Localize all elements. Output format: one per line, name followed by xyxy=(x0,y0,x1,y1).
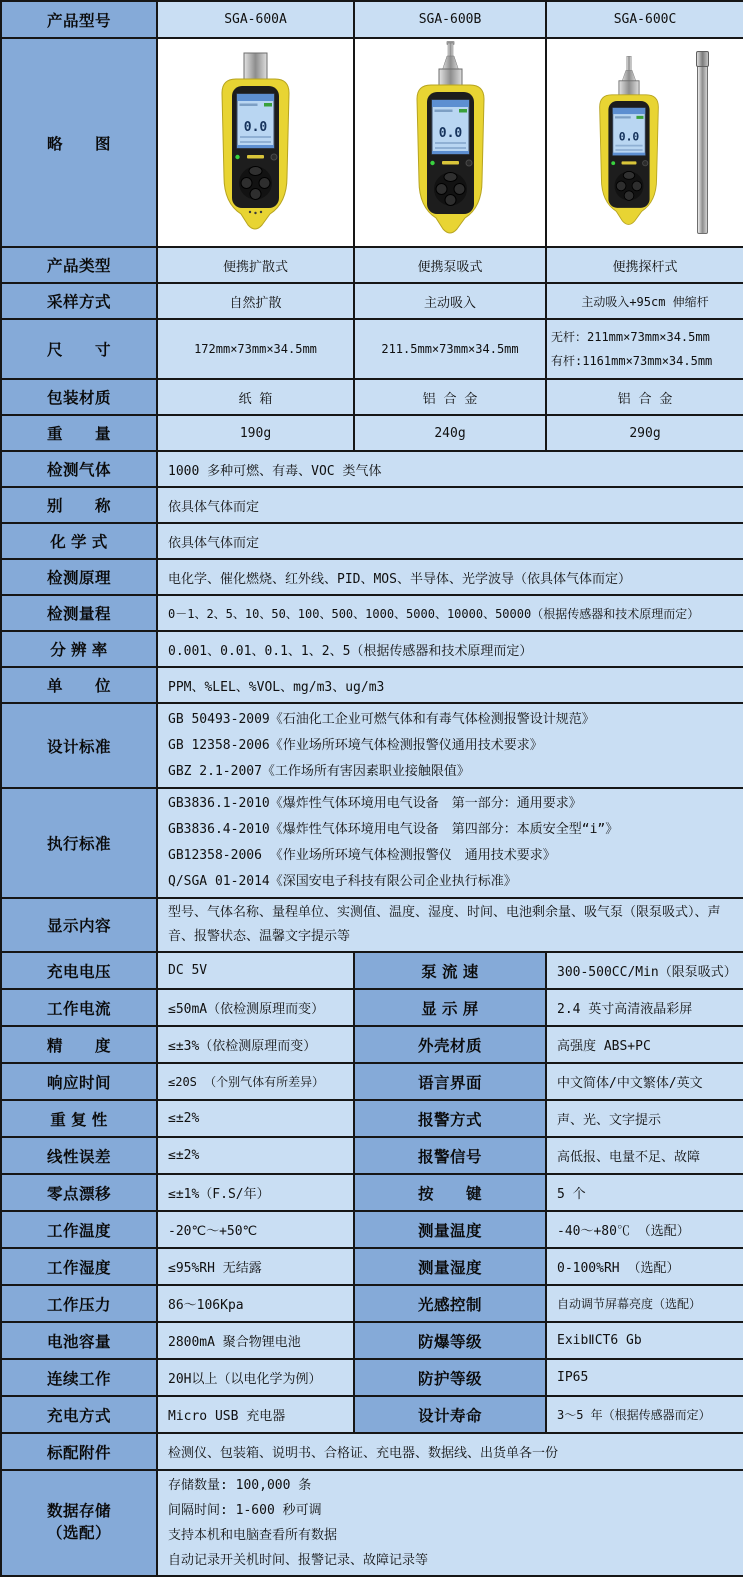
device-illustration-pump xyxy=(398,41,503,239)
spec-value: 300-500CC/Min（限泵吸式） xyxy=(546,952,743,989)
row-exec-standard xyxy=(1,788,743,898)
model-name-sga-600b: SGA-600B xyxy=(354,1,546,38)
cell-dimensions-c xyxy=(546,319,743,379)
device-illustration-probe xyxy=(583,52,675,234)
power-button-icon xyxy=(642,160,647,165)
row-data-storage xyxy=(1,1470,743,1576)
sensor-cap-icon xyxy=(439,69,462,86)
spec-label: 工作湿度 xyxy=(1,1248,157,1285)
spec-row xyxy=(1,1285,743,1322)
data-storage-line: 间隔时间: 1-600 秒可调 xyxy=(168,1503,322,1518)
spec-row xyxy=(1,989,743,1026)
spec-value: DC 5V xyxy=(157,952,354,989)
spec-label: 报警方式 xyxy=(354,1100,546,1137)
device-photo-sga-600b xyxy=(354,38,546,247)
spec-value: 5 个 xyxy=(546,1174,743,1211)
spec-label: 重 复 性 xyxy=(1,1100,157,1137)
spec-row xyxy=(1,1322,743,1359)
row-range xyxy=(1,595,743,631)
row-weight xyxy=(1,415,743,451)
cell-alias: 依具体气体而定 xyxy=(157,487,743,523)
row-label-weight: 重 量 xyxy=(1,415,157,451)
row-label-product-model: 产品型号 xyxy=(1,1,157,38)
cell-packaging-c: 铝 合 金 xyxy=(546,379,743,415)
spec-value: 86～106Kpa xyxy=(157,1285,354,1322)
exec-standard-line: GB12358-2006 《作业场所环境气体检测报警仪 通用技术要求》 xyxy=(168,848,556,863)
brand-mark xyxy=(442,161,459,165)
row-label-exec-standard: 执行标准 xyxy=(1,788,157,898)
row-label-data-storage xyxy=(1,1470,157,1576)
status-led-icon xyxy=(611,161,615,165)
device-photo-sga-600c xyxy=(546,38,743,247)
design-standard-line: GBZ 2.1-2007《工作场所有害因素职业接触限值》 xyxy=(168,763,470,779)
screen-reading: 0.0 xyxy=(243,120,268,135)
spec-value: ≤±3%（依检测原理而变） xyxy=(157,1026,354,1063)
spec-label: 充电电压 xyxy=(1,952,157,989)
row-principle xyxy=(1,559,743,595)
spec-value: 0-100%RH （选配） xyxy=(546,1248,743,1285)
cell-gases: 1000 多种可燃、有毒、VOC 类气体 xyxy=(157,451,743,487)
row-label-packaging: 包装材质 xyxy=(1,379,157,415)
spec-label: 显 示 屏 xyxy=(354,989,546,1026)
spec-value: 2.4 英寸高清液晶彩屏 xyxy=(546,989,743,1026)
data-storage-line: 自动记录开关机时间、报警记录、故障记录等 xyxy=(168,1553,429,1568)
screen-reading: 0.0 xyxy=(618,128,639,143)
design-standard-line: GB 12358-2006《作业场所环境气体检测报警仪通用技术要求》 xyxy=(168,737,543,753)
row-label-alias: 别 称 xyxy=(1,487,157,523)
cell-exec-standard xyxy=(157,788,743,898)
row-product-model xyxy=(1,1,743,38)
spec-row xyxy=(1,952,743,989)
row-resolution xyxy=(1,631,743,667)
row-packaging xyxy=(1,379,743,415)
device-photo-sga-600a xyxy=(157,38,354,247)
row-accessories xyxy=(1,1433,743,1470)
cell-packaging-b: 铝 合 金 xyxy=(354,379,546,415)
spec-row xyxy=(1,1063,743,1100)
row-label-sampling: 采样方式 xyxy=(1,283,157,319)
row-label-dimensions: 尺 寸 xyxy=(1,319,157,379)
battery-indicator-icon xyxy=(636,115,643,118)
spec-row xyxy=(1,1026,743,1063)
cell-packaging-a: 纸 箱 xyxy=(157,379,354,415)
row-label-gases: 检测气体 xyxy=(1,451,157,487)
status-led-icon xyxy=(235,155,239,159)
cell-weight-c: 290g xyxy=(546,415,743,451)
brand-mark xyxy=(621,161,636,164)
spec-label: 线性误差 xyxy=(1,1137,157,1174)
row-label-unit: 单 位 xyxy=(1,667,157,703)
model-name-sga-600a: SGA-600A xyxy=(157,1,354,38)
power-button-icon xyxy=(271,154,277,160)
spec-label: 语言界面 xyxy=(354,1063,546,1100)
spec-value: ≤±1%（F.S/年） xyxy=(157,1174,354,1211)
probe-rod-icon xyxy=(626,56,630,70)
spec-value: ≤50mA（依检测原理而变） xyxy=(157,989,354,1026)
row-sketch xyxy=(1,38,743,247)
cell-product-type-c: 便携探杆式 xyxy=(546,247,743,283)
spec-row xyxy=(1,1359,743,1396)
spec-label: 充电方式 xyxy=(1,1396,157,1433)
spec-value: ExibⅡCT6 Gb xyxy=(546,1322,743,1359)
spec-value: -40～+80℃ （选配） xyxy=(546,1211,743,1248)
cell-weight-b: 240g xyxy=(354,415,546,451)
row-dimensions xyxy=(1,319,743,379)
probe-rod-icon xyxy=(448,43,453,57)
cell-sampling-c: 主动吸入+95cm 伸缩杆 xyxy=(546,283,743,319)
cell-product-type-b: 便携泵吸式 xyxy=(354,247,546,283)
row-label-sketch: 略 图 xyxy=(1,38,157,247)
row-label-principle: 检测原理 xyxy=(1,559,157,595)
spec-label: 工作电流 xyxy=(1,989,157,1026)
spec-value: 自动调节屏幕亮度（选配） xyxy=(546,1285,743,1322)
cell-product-type-a: 便携扩散式 xyxy=(157,247,354,283)
spec-value: 3～5 年（根据传感器而定） xyxy=(546,1396,743,1433)
spec-label: 精 度 xyxy=(1,1026,157,1063)
row-product-type xyxy=(1,247,743,283)
cell-unit: PPM、%LEL、%VOL、mg/m3、ug/m3 xyxy=(157,667,743,703)
row-design-standard xyxy=(1,703,743,788)
row-display-content xyxy=(1,898,743,952)
telescopic-rod-icon xyxy=(697,52,708,234)
spec-label: 按 键 xyxy=(354,1174,546,1211)
status-led-icon xyxy=(430,161,434,165)
cell-principle: 电化学、催化燃烧、红外线、PID、MOS、半导体、光学波导（依具体气体而定） xyxy=(157,559,743,595)
spec-row xyxy=(1,1137,743,1174)
spec-value: 高低报、电量不足、故障 xyxy=(546,1137,743,1174)
row-label-formula: 化 学 式 xyxy=(1,523,157,559)
spec-label: 响应时间 xyxy=(1,1063,157,1100)
spec-row xyxy=(1,1174,743,1211)
cell-formula: 依具体气体而定 xyxy=(157,523,743,559)
row-alias xyxy=(1,487,743,523)
model-name-sga-600c: SGA-600C xyxy=(546,1,743,38)
spec-label: 测量湿度 xyxy=(354,1248,546,1285)
battery-indicator-icon xyxy=(459,109,467,113)
exec-standard-line: GB3836.1-2010《爆炸性气体环境用电气设备 第一部分：通用要求》 xyxy=(168,796,582,811)
cell-range: 0－1、2、5、10、50、100、500、1000、5000、10000、50000（根据传感器和技术原理而定） xyxy=(157,595,743,631)
dimensions-c-without-rod: 无杆：211mm×73mm×34.5mm xyxy=(551,330,710,344)
spec-label: 工作压力 xyxy=(1,1285,157,1322)
device-illustration-diffusion xyxy=(203,45,308,235)
cell-weight-a: 190g xyxy=(157,415,354,451)
row-formula xyxy=(1,523,743,559)
spec-label: 零点漂移 xyxy=(1,1174,157,1211)
spec-label: 防护等级 xyxy=(354,1359,546,1396)
spec-label: 电池容量 xyxy=(1,1322,157,1359)
spec-label: 报警信号 xyxy=(354,1137,546,1174)
data-storage-line: 支持本机和电脑查看所有数据 xyxy=(168,1528,338,1543)
data-storage-label-line2: （选配） xyxy=(46,1525,111,1542)
row-label-range: 检测量程 xyxy=(1,595,157,631)
data-storage-label-line1: 数据存储 xyxy=(46,1503,111,1520)
cell-accessories: 检测仪、包装箱、说明书、合格证、充电器、数据线、出货单各一份 xyxy=(157,1433,743,1470)
spec-value: ≤±2% xyxy=(157,1137,354,1174)
spec-row xyxy=(1,1396,743,1433)
data-storage-line: 存储数量: 100,000 条 xyxy=(168,1478,312,1493)
spec-value: -20℃～+50℃ xyxy=(157,1211,354,1248)
row-sampling xyxy=(1,283,743,319)
brand-mark xyxy=(247,155,264,159)
spec-value: 声、光、文字提示 xyxy=(546,1100,743,1137)
cell-sampling-a: 自然扩散 xyxy=(157,283,354,319)
cell-sampling-b: 主动吸入 xyxy=(354,283,546,319)
spec-value: 高强度 ABS+PC xyxy=(546,1026,743,1063)
sensor-cap-icon xyxy=(618,80,638,95)
spec-value: 20H以上（以电化学为例） xyxy=(157,1359,354,1396)
battery-indicator-icon xyxy=(264,103,272,107)
spec-label: 测量温度 xyxy=(354,1211,546,1248)
spec-label: 外壳材质 xyxy=(354,1026,546,1063)
spec-label: 光感控制 xyxy=(354,1285,546,1322)
screen-reading: 0.0 xyxy=(438,126,462,141)
row-gases xyxy=(1,451,743,487)
spec-value: 中文简体/中文繁体/英文 xyxy=(546,1063,743,1100)
spec-value: Micro USB 充电器 xyxy=(157,1396,354,1433)
spec-row xyxy=(1,1211,743,1248)
row-label-display-content: 显示内容 xyxy=(1,898,157,952)
spec-value: IP65 xyxy=(546,1359,743,1396)
exec-standard-line: Q/SGA 01-2014《深国安电子科技有限公司企业执行标准》 xyxy=(168,874,517,889)
power-button-icon xyxy=(466,160,472,166)
spec-row xyxy=(1,1248,743,1285)
cell-display-content: 型号、气体名称、量程单位、实测值、温度、湿度、时间、电池剩余量、吸气泵（限泵吸式）、声音、报警状态、温馨文字提示等 xyxy=(157,898,743,952)
spec-label: 连续工作 xyxy=(1,1359,157,1396)
row-label-product-type: 产品类型 xyxy=(1,247,157,283)
cell-dimensions-a: 172mm×73mm×34.5mm xyxy=(157,319,354,379)
dimensions-c-with-rod: 有杆:1161mm×73mm×34.5mm xyxy=(551,354,713,368)
exec-standard-line: GB3836.4-2010《爆炸性气体环境用电气设备 第四部分：本质安全型“i”》 xyxy=(168,822,619,837)
sensor-cap-icon xyxy=(244,53,267,79)
spec-value: ≤±2% xyxy=(157,1100,354,1137)
row-label-accessories: 标配附件 xyxy=(1,1433,157,1470)
cell-dimensions-b: 211.5mm×73mm×34.5mm xyxy=(354,319,546,379)
spec-value: 2800mA 聚合物锂电池 xyxy=(157,1322,354,1359)
spec-label: 泵 流 速 xyxy=(354,952,546,989)
spec-value: ≤20S （个别气体有所差异） xyxy=(157,1063,354,1100)
spec-value: ≤95%RH 无结露 xyxy=(157,1248,354,1285)
spec-label: 防爆等级 xyxy=(354,1322,546,1359)
row-label-resolution: 分 辨 率 xyxy=(1,631,157,667)
cell-resolution: 0.001、0.01、0.1、1、2、5（根据传感器和技术原理而定） xyxy=(157,631,743,667)
row-unit xyxy=(1,667,743,703)
spec-label: 工作温度 xyxy=(1,1211,157,1248)
spec-label: 设计寿命 xyxy=(354,1396,546,1433)
design-standard-line: GB 50493-2009《石油化工企业可燃气体和有毒气体检测报警设计规范》 xyxy=(168,711,595,727)
cell-data-storage xyxy=(157,1470,743,1576)
spec-row xyxy=(1,1100,743,1137)
row-label-design-standard: 设计标准 xyxy=(1,703,157,788)
cell-design-standard xyxy=(157,703,743,788)
